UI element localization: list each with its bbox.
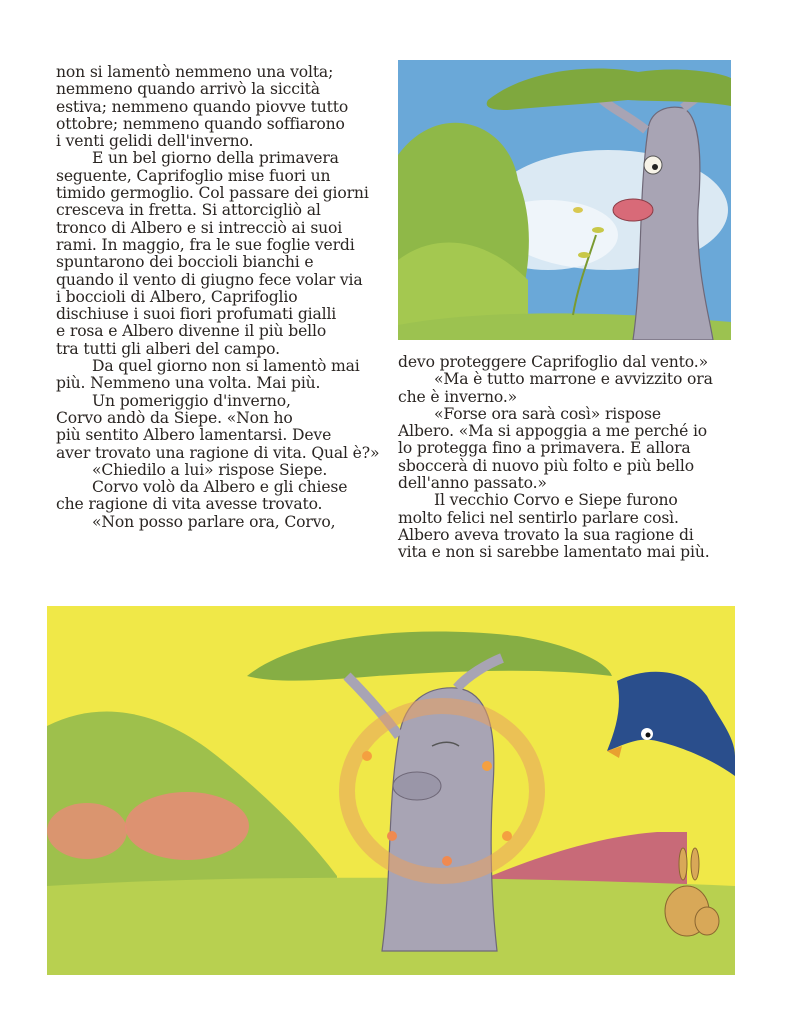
illustration-tree-honeysuckle-crow <box>47 606 735 975</box>
story-line: Corvo andò da Siepe. «Non ho <box>56 408 293 427</box>
story-line: che ragione di vita avesse trovato. <box>56 495 323 514</box>
story-line: Da quel giorno non si lamentò mai <box>92 357 360 376</box>
story-line: Corvo volò da Albero e gli chiese <box>92 478 348 497</box>
honeysuckle-flower <box>387 831 397 841</box>
tree-pupil <box>652 164 658 170</box>
story-line: più sentito Albero lamentarsi. Deve <box>56 426 332 445</box>
honeysuckle-flower <box>362 751 372 761</box>
story-line: rami. In maggio, fra le sue foglie verdi <box>56 235 355 254</box>
story-line: lo protegga fino a primavera. E allora <box>398 439 691 458</box>
story-line: «Ma è tutto marrone e avvizzito ora <box>434 370 713 389</box>
illustration-tree-sprout-art <box>398 60 731 340</box>
story-line: dischiuse i suoi fiori profumati gialli <box>56 305 337 324</box>
story-line: «Forse ora sarà così» rispose <box>434 404 661 423</box>
story-line: «Chiedilo a lui» rispose Siepe. <box>92 460 328 479</box>
rabbit-ear <box>679 848 687 880</box>
story-line: nemmeno quando arrivò la siccità <box>56 80 320 99</box>
hedge-blossoms <box>125 792 249 860</box>
story-line: i boccioli di Albero, Caprifoglio <box>56 287 298 306</box>
story-line: ottobre; nemmeno quando soffiarono <box>56 114 345 133</box>
story-line: i venti gelidi dell'inverno. <box>56 132 254 151</box>
story-line: estiva; nemmeno quando piovve tutto <box>56 97 349 116</box>
story-line: Il vecchio Corvo e Siepe furono <box>434 491 678 510</box>
honeysuckle-flower <box>482 761 492 771</box>
tree-nose <box>393 772 441 800</box>
story-line: molto felici nel sentirlo parlare così. <box>398 508 679 527</box>
story-line: più. Nemmeno una volta. Mai più. <box>56 374 321 393</box>
story-text-left-column <box>56 64 396 531</box>
story-line: aver trovato una ragione di vita. Qual è?» <box>56 443 380 462</box>
rabbit-ear <box>691 848 699 880</box>
tree-nose <box>613 199 653 221</box>
story-line: vita e non si sarebbe lamentato mai più. <box>398 543 710 562</box>
sprout-bud <box>573 207 583 213</box>
story-line: cresceva in fretta. Si attorcigliò al <box>56 201 321 220</box>
rabbit-small <box>695 907 719 935</box>
story-line: devo proteggere Caprifoglio dal vento.» <box>398 353 708 371</box>
story-line: e rosa e Albero divenne il più bello <box>56 322 327 341</box>
illustration-tree-sprout <box>398 60 731 340</box>
story-line: sboccerà di nuovo più folto e più bello <box>398 456 694 475</box>
story-line: tronco di Albero e si intrecciò ai suoi <box>56 218 343 237</box>
story-line: «Non posso parlare ora, Corvo, <box>92 512 336 531</box>
story-line: Un pomeriggio d'inverno, <box>92 391 291 410</box>
story-line: tra tutti gli alberi del campo. <box>56 339 280 358</box>
story-line: che è inverno.» <box>398 387 518 406</box>
sprout-leaf <box>592 227 604 233</box>
story-line: Albero. «Ma si appoggia a me perché io <box>398 422 708 441</box>
story-line: spuntarono dei boccioli bianchi e <box>56 253 314 272</box>
story-line: non si lamentò nemmeno una volta; <box>56 63 334 81</box>
hedge-blossoms <box>47 803 127 859</box>
story-line: E un bel giorno della primavera <box>92 149 339 168</box>
story-line: quando il vento di giugno fece volar via <box>56 270 363 289</box>
story-line: seguente, Caprifoglio mise fuori un <box>56 166 331 185</box>
story-line: timido germoglio. Col passare dei giorni <box>56 184 369 203</box>
sprout-leaf <box>578 252 590 258</box>
illustration-tree-honeysuckle-crow-art <box>47 606 735 975</box>
honeysuckle-flower <box>442 856 452 866</box>
honeysuckle-flower <box>502 831 512 841</box>
story-line: dell'anno passato.» <box>398 474 547 493</box>
story-text-right-column <box>398 354 738 562</box>
crow-pupil <box>646 733 651 738</box>
story-line: Albero aveva trovato la sua ragione di <box>398 525 694 544</box>
